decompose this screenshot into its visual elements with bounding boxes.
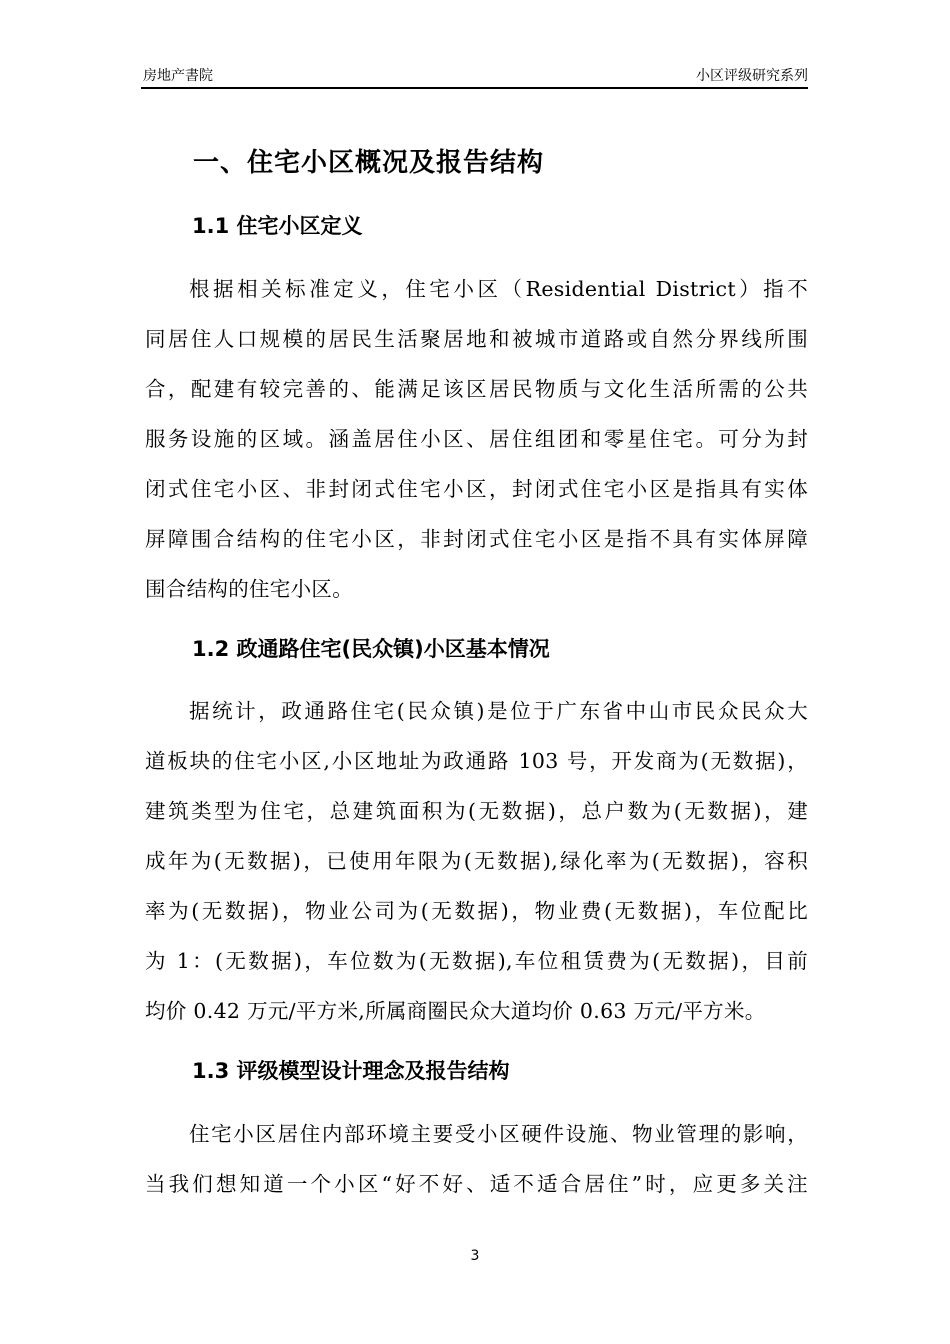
page-header	[141, 66, 808, 89]
paragraph-line: 合，配建有较完善的、能满足该区居民物质与文化生活所需的公共	[145, 377, 808, 401]
paragraph-line: 住宅小区居住内部环境主要受小区硬件设施、物业管理的影响，	[189, 1122, 808, 1146]
header-publisher: 房地产書院	[143, 68, 213, 84]
paragraph-line: 根据相关标准定义，住宅小区（Residential District）指不	[189, 277, 808, 301]
section-1-3-paragraph	[145, 1109, 808, 1209]
paragraph-line: 均价 0.42 万元/平方米,所属商圈民众大道均价 0.63 万元/平方米。	[145, 999, 766, 1023]
paragraph-line: 围合结构的住宅小区。	[145, 577, 353, 601]
section-title-1-3: 1.3 评级模型设计理念及报告结构	[192, 1059, 510, 1083]
paragraph-line: 闭式住宅小区、非封闭式住宅小区，封闭式住宅小区是指具有实体	[145, 477, 808, 501]
paragraph-line: 建筑类型为住宅，总建筑面积为(无数据)，总户数为(无数据)，建	[145, 799, 808, 823]
paragraph-line: 服务设施的区域。涵盖居住小区、居住组团和零星住宅。可分为封	[145, 427, 808, 451]
section-title-1-2: 1.2 政通路住宅(民众镇)小区基本情况	[192, 637, 550, 661]
section-title-1-1: 1.1 住宅小区定义	[192, 214, 363, 238]
paragraph-line: 同居住人口规模的居民生活聚居地和被城市道路或自然分界线所围	[145, 327, 808, 351]
paragraph-line: 率为(无数据)，物业公司为(无数据)，物业费(无数据)，车位配比	[145, 899, 808, 923]
paragraph-line: 屏障围合结构的住宅小区，非封闭式住宅小区是指不具有实体屏障	[145, 527, 808, 551]
paragraph-line: 据统计，政通路住宅(民众镇)是位于广东省中山市民众民众大	[189, 699, 808, 723]
paragraph-line: 为 1：(无数据)，车位数为(无数据),车位租赁费为(无数据)，目前	[145, 949, 808, 973]
section-1-2-paragraph	[145, 686, 808, 1036]
paragraph-line: 成年为(无数据)，已使用年限为(无数据),绿化率为(无数据)，容积	[145, 849, 808, 873]
header-series-title: 小区评级研究系列	[696, 68, 808, 84]
section-1-1-paragraph	[145, 264, 808, 614]
paragraph-line: 道板块的住宅小区,小区地址为政通路 103 号，开发商为(无数据)，	[145, 749, 808, 773]
page-number: 3	[470, 1248, 480, 1264]
chapter-title: 一、住宅小区概况及报告结构	[193, 148, 545, 178]
paragraph-line: 当我们想知道一个小区“好不好、适不适合居住”时，应更多关注	[145, 1172, 808, 1196]
